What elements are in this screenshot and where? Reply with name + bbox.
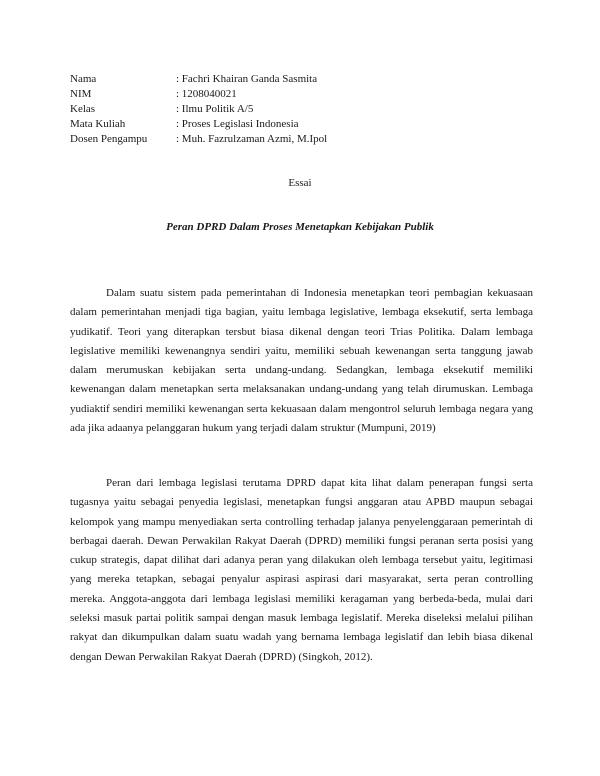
- document-title: Peran DPRD Dalam Proses Menetapkan Kebijakan Publik: [166, 221, 434, 233]
- paragraph-text: Dalam suatu sistem pada pemerintahan di Indonesia menetapkan teori pembagian kekuasaan dalam pemerintahan menjadi tiga bagian, yaitu lembaga legislative, lembaga eksekutif, serta lembaga yudikatif. Teori yang diterapkan tersbut biasa dikenal dengan teori Trias Politika. Dalam lembaga legislative memiliki kewenangnya sendiri yaitu, memiliki sebuah kewenangan serta tanggung jawab dalam merumuskan kebijakan serta undang-undang. Sedangkan, lembaga eksekutif memiliki kewenangan dalam menetapkan serta melaksanakan undang-undang yang telah dirumuskan. Lembaga yudiaktif sendiri memiliki kewenangan serta kekuasaan dalam mengontrol seluruh lembaga negara yang ada jika adaanya pelanggaran hukum yang terjadi dalam struktur (Mumpuni, 2019): [70, 287, 533, 435]
- student-info-block: [70, 72, 327, 147]
- info-label: NIM: [70, 88, 92, 100]
- info-label: Kelas: [70, 103, 96, 115]
- info-label: Nama: [70, 73, 97, 85]
- info-label: Mata Kuliah: [70, 118, 126, 130]
- info-value: : Fachri Khairan Ganda Sasmita: [176, 73, 318, 85]
- info-row-mata-kuliah: [70, 117, 327, 132]
- info-value: : Ilmu Politik A/5: [176, 103, 254, 115]
- paragraph-2: [70, 474, 533, 667]
- document-type: Essai: [288, 177, 312, 189]
- paragraph-1: [70, 284, 533, 438]
- info-row-kelas: [70, 102, 327, 117]
- info-row-nim: [70, 87, 327, 102]
- info-value: : 1208040021: [176, 88, 237, 100]
- info-label: Dosen Pengampu: [70, 133, 148, 145]
- info-value: : Muh. Fazrulzaman Azmi, M.Ipol: [176, 133, 328, 145]
- info-value: : Proses Legislasi Indonesia: [176, 118, 299, 130]
- info-row-nama: [70, 72, 327, 87]
- paragraph-text: Peran dari lembaga legislasi terutama DPRD dapat kita lihat dalam penerapan fungsi serta tugasnya yaitu sebagai penyedia legislasi, menetapkan fungsi anggaran atau APBD maupun sebagai kelompok yang mampu menyediakan serta controlling terhadap jalanya penyelenggaraan pemerintah di berbagai daerah. Dewan Perwakilan Rakyat Daerah (DPRD) memiliki fungsi peranan serta posisi yang cukup strategis, dapat dilihat dari adanya peran yang dilakukan oleh lembaga tersebut yaitu, legitimasi yang mereka tetapkan, sebagai penyalur aspirasi aspirasi dari masyarakat, serta peran controlling mereka. Anggota-anggota dari lembaga legislasi memiliki keragaman yang berbeda-beda, mulai dari seleksi masuk partai politik sampai dengan masuk lembaga legislatif. Mereka diseleksi melalui pilihan rakyat dan dikumpulkan dalam suatu wadah yang bernama lembaga legislatif dan lebih biasa dikenal dengan Dewan Perwakilan Rakyat Daerah (DPRD) (Singkoh, 2012).: [70, 477, 533, 663]
- info-row-dosen-pengampu: [70, 132, 327, 147]
